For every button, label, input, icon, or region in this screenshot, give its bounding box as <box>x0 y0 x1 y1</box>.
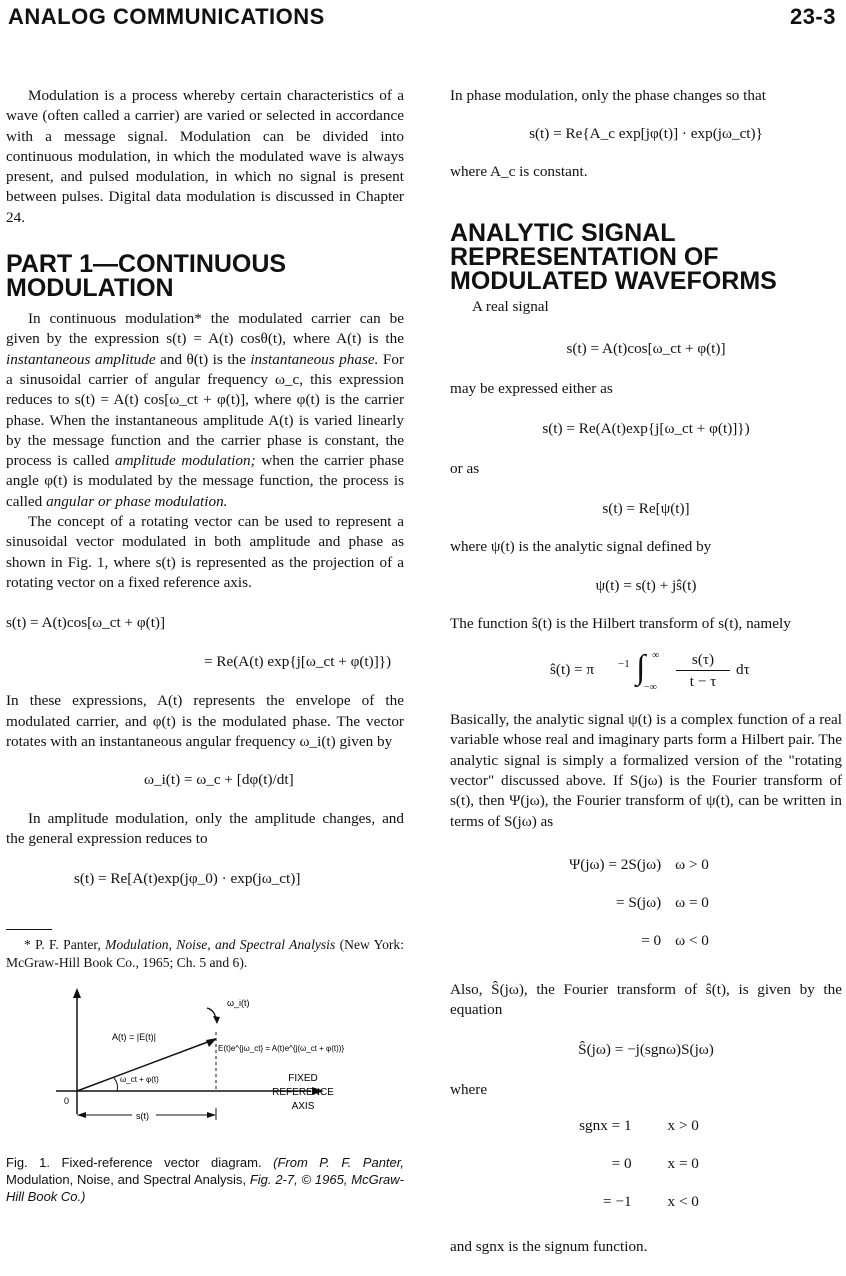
hilbert-lhs: ŝ(t) = π <box>550 661 595 679</box>
equation-complex-form: s(t) = Re(A(t)exp{j[ω_ct + φ(t)]}) <box>542 420 750 438</box>
case-condition: ω < 0 <box>675 931 709 949</box>
case-condition: x = 0 <box>667 1154 699 1172</box>
dimension-arrow-left <box>77 1112 86 1118</box>
integrand-numerator: s(τ) <box>691 651 715 669</box>
integrand-denominator: t − τ <box>689 673 717 691</box>
case-condition: ω > 0 <box>675 855 709 873</box>
caption-text: Fig. 1. Fixed-reference vector diagram. <box>6 1154 274 1170</box>
signum-cases <box>579 1107 713 1221</box>
case-expression: sgnx = 1 <box>579 1116 632 1134</box>
footnote-book-title: Modulation, Noise, and Spectral Analysis <box>105 936 336 952</box>
constant-amplitude-note: where A_c is constant. <box>450 163 588 181</box>
label-amplitude: A(t) = |E(t)| <box>112 1031 156 1042</box>
analytic-signal-definition: where ψ(t) is the analytic signal defined by <box>450 538 712 556</box>
label-reference: REFERENCE <box>272 1086 334 1098</box>
expressed-either: may be expressed either as <box>450 379 613 397</box>
equation-analytic-signal: ψ(t) = s(t) + jŝ(t) <box>595 576 697 594</box>
para-text: when the carrier phase angle φ(t) is modulated by the message function, the process is called <box>6 452 404 510</box>
or-as: or as <box>450 460 480 478</box>
angle-arc <box>114 1078 118 1091</box>
case-row <box>569 884 723 922</box>
hilbert-fourier-paragraph: Also, Ŝ(jω), the Fourier transform of ŝ(t), is given by the equation <box>450 980 842 1019</box>
footnote <box>6 936 404 972</box>
caption-book: Modulation, Noise, and Spectral Analysis, <box>6 1171 250 1187</box>
term-amplitude-modulation: amplitude modulation; <box>114 452 256 470</box>
case-row <box>579 1145 713 1183</box>
figure-caption <box>6 1154 404 1205</box>
case-condition: ω = 0 <box>675 893 709 911</box>
para-text: and θ(t) is the <box>155 350 251 368</box>
case-condition: x < 0 <box>667 1192 699 1210</box>
footnote-rule <box>6 929 52 930</box>
envelope-paragraph: In these expressions, A(t) represents the envelope of the modulated carrier, and φ(t) is the modulated phase. The vector rotates with an instantaneous angular frequency ω_i(t) given by <box>6 692 404 750</box>
analytic-signal-explanation: Basically, the analytic signal ψ(t) is a complex function of a real variable whose real and imaginary parts form a Hilbert pair. The analytic signal is simply a formalized version of the "rotating vector" discussed above. If S(jω) is the Fourier transform of s(t), then Ψ(jω), the Fourier transform of ψ(t), can be written in terms of S(jω) as <box>450 711 842 830</box>
term-instantaneous-amplitude: instantaneous amplitude <box>6 350 156 368</box>
case-condition: x > 0 <box>667 1116 699 1134</box>
integral-upper-limit: ∞ <box>652 650 660 662</box>
case-expression: = 0 <box>641 931 662 949</box>
footnote-text: (New York: McGraw-Hill Book Co., 1965; Ch. 5 and 6). <box>6 936 404 970</box>
heading-line1: ANALYTIC SIGNAL <box>450 218 676 247</box>
footnote-text: * P. F. Panter, <box>24 936 106 952</box>
equation-carrier-complex: = Re(A(t) exp{j[ω_ct + φ(t)]}) <box>204 653 392 671</box>
where-label: where <box>450 1081 488 1099</box>
running-header-title: ANALOG COMMUNICATIONS <box>8 4 325 29</box>
left-column <box>6 86 404 1205</box>
label-phasor: E(t)e^{jω_ct} = A(t)e^{j(ω_ct + φ(t))} <box>218 1043 345 1053</box>
part-heading <box>6 250 404 303</box>
integral-lower-limit: −∞ <box>644 682 657 694</box>
rotating-vector-paragraph: The concept of a rotating vector can be used to represent a sinusoidal vector modulated in both amplitude and phase as shown in Fig. 1, where s(t) is represented as the projection of a rotating vector on a fixed reference axis. <box>6 513 404 591</box>
axis-arrow-up <box>73 988 81 998</box>
right-column <box>450 86 842 1257</box>
page-number: 23-3 <box>789 4 836 29</box>
case-expression: = 0 <box>611 1154 632 1172</box>
label-st: s(t) <box>136 1110 149 1121</box>
heading-line3: MODULATED WAVEFORMS <box>450 266 777 295</box>
equation-hilbert-transform <box>450 648 842 692</box>
fourier-transform-cases <box>569 846 723 960</box>
para-text: For a sinusoidal carrier of angular frequency ω_c, this expression reduces to s(t) = A(t) cos[ω_ct + φ(t)], where φ(t) is the carrier phase. When the instantaneous amplitude A(t) is varied linearly by the message function and the carrier phase is constant, the process is called <box>6 350 405 470</box>
equation-pm: s(t) = Re{A_c exp[jφ(t)] · exp(jω_ct)} <box>529 125 763 143</box>
hilbert-exponent: −1 <box>618 658 630 671</box>
integral-sign: ∫ <box>636 649 646 687</box>
case-row <box>579 1183 713 1221</box>
continuous-modulation-paragraph <box>6 309 404 512</box>
rotating-vector-arrow <box>206 1038 217 1047</box>
equation-instantaneous-frequency: ω_i(t) = ω_c + [dφ(t)/dt] <box>144 771 294 789</box>
analytic-signal-heading <box>450 218 842 295</box>
label-angle: ω_ct + φ(t) <box>120 1074 159 1084</box>
label-origin: 0 <box>64 1095 70 1106</box>
equation-carrier: s(t) = A(t)cos[ω_ct + φ(t)] <box>6 614 166 632</box>
case-expression: Ψ(jω) = 2S(jω) <box>569 855 662 873</box>
fraction-bar <box>676 670 730 671</box>
label-fixed: FIXED <box>288 1072 318 1084</box>
case-expression: = S(jω) <box>616 893 662 911</box>
term-phase-modulation: angular or phase modulation. <box>46 492 228 510</box>
part-heading-line2: MODULATION <box>6 274 174 303</box>
case-row <box>579 1107 713 1145</box>
equation-am: s(t) = Re[A(t)exp(jφ_0) · exp(jω_ct)] <box>74 869 301 887</box>
heading-line2: REPRESENTATION OF <box>450 242 719 271</box>
case-row <box>569 846 723 884</box>
vector-diagram <box>6 984 404 1134</box>
caption-source: (From P. F. Panter, <box>273 1154 404 1170</box>
term-instantaneous-phase: instantaneous phase. <box>250 350 379 368</box>
label-axis: AXIS <box>291 1100 315 1112</box>
equation-real-signal: s(t) = A(t)cos[ω_ct + φ(t)] <box>566 339 726 357</box>
integration-variable: dτ <box>736 661 750 679</box>
caption-copyright: Fig. 2-7, © 1965, McGraw-Hill Book Co.) <box>6 1171 404 1204</box>
equation-hilbert-fourier: Ŝ(jω) = −j(sgnω)S(jω) <box>578 1041 714 1059</box>
real-signal-intro: A real signal <box>472 297 549 315</box>
rotation-arrow <box>213 1016 220 1024</box>
hilbert-transform-intro: The function ŝ(t) is the Hilbert transform of s(t), namely <box>450 614 791 632</box>
label-omega: ω_i(t) <box>227 997 250 1008</box>
intro-paragraph: Modulation is a process whereby certain characteristics of a wave (often called a carrier) are varied or selected in accordance with a message signal. Modulation can be divided into continuous modulation, in which the modulated wave is always present, and pulsed modulation, in which no signal is present between pulses. Digital data modulation is discussed in Chapter 24. <box>6 87 404 226</box>
case-expression: = −1 <box>603 1192 632 1210</box>
case-row <box>569 922 723 960</box>
part-heading-line1: PART 1—CONTINUOUS <box>6 250 287 279</box>
equation-real-part: s(t) = Re[ψ(t)] <box>602 500 690 518</box>
am-paragraph: In amplitude modulation, only the amplitude changes, and the general expression reduces to <box>6 810 404 848</box>
para-text: In continuous modulation* the modulated carrier can be given by the expression s(t) = A(t) cosθ(t), where A(t) is the <box>6 310 404 348</box>
dimension-arrow-right <box>207 1112 216 1118</box>
signum-definition: and sgnx is the signum function. <box>450 1237 648 1255</box>
phase-modulation-paragraph: In phase modulation, only the phase changes so that <box>450 87 766 104</box>
